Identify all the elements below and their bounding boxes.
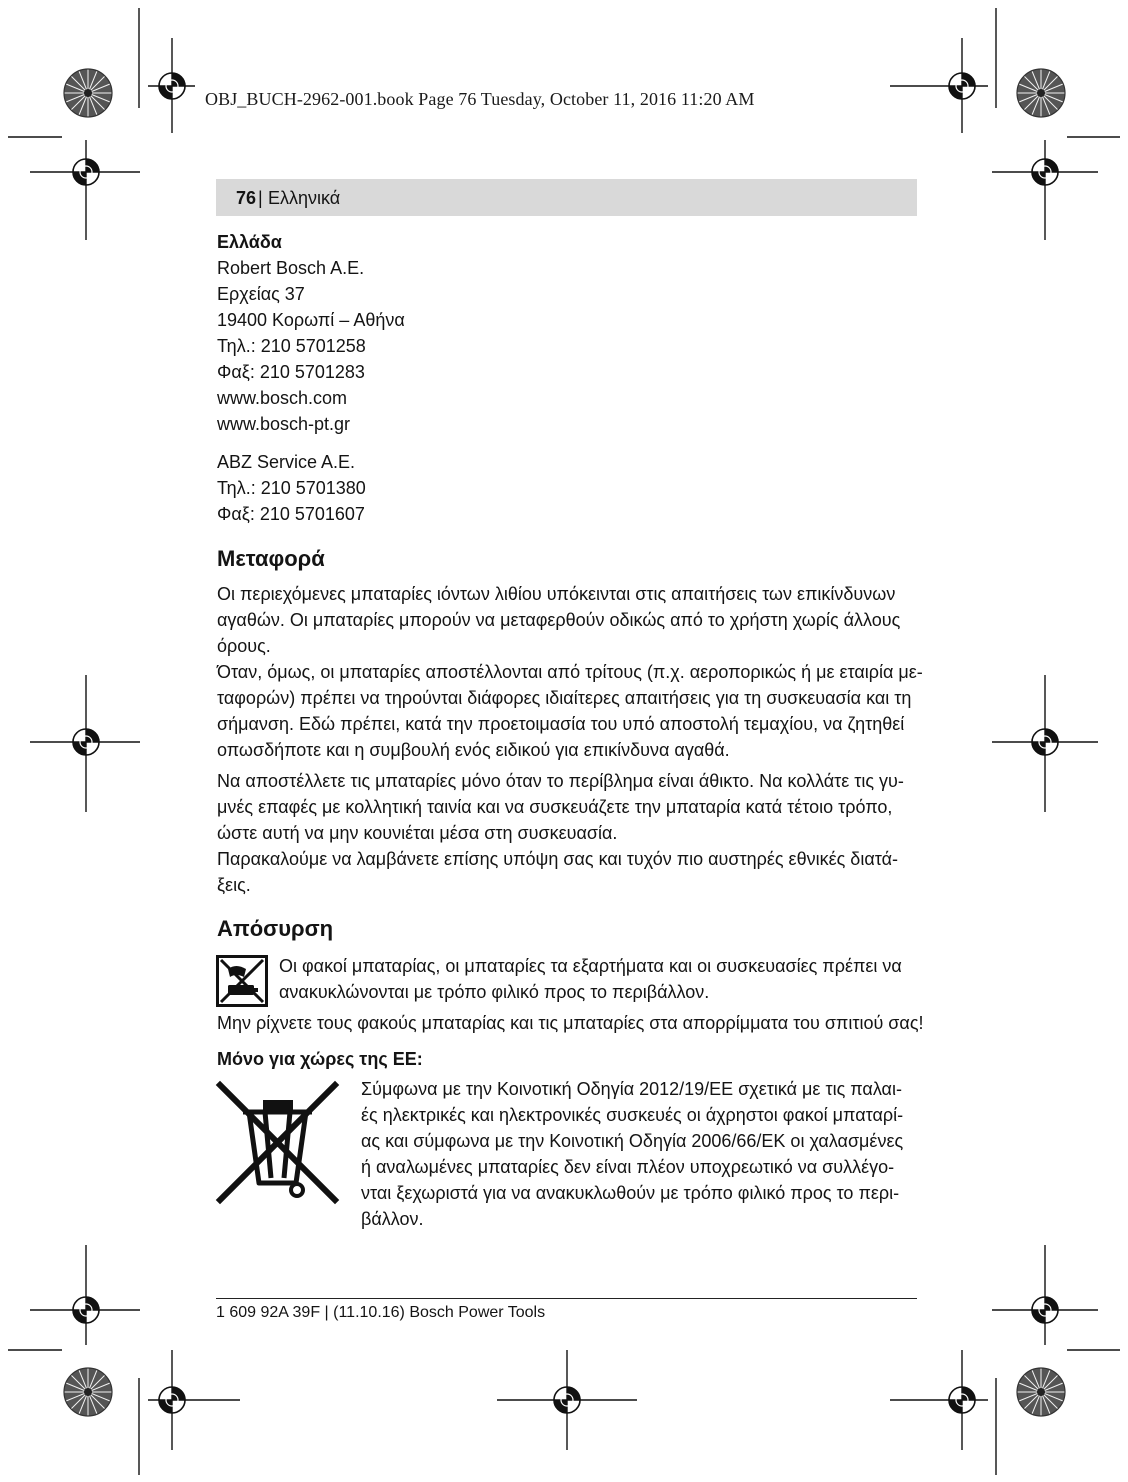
text-line: όρους. xyxy=(217,636,271,656)
registration-mark-bottom-right-icon xyxy=(949,1387,975,1413)
text-line: Όταν, όμως, οι μπαταρίες αποστέλλονται από τρίτους (π.χ. αεροπορικώς ή με εταιρία με- xyxy=(217,662,923,682)
registration-mark-bottom-center-icon xyxy=(554,1387,580,1413)
text-line: ας και σύμφωνα με την Κοινοτική Οδηγία 2006/66/ΕΚ οι χαλασμένες xyxy=(361,1131,904,1151)
registration-mark-left-lower-icon xyxy=(73,1297,99,1323)
address-line: Τηλ.: 210 5701258 xyxy=(217,336,366,356)
eu-heading-wrap xyxy=(217,1046,922,1072)
transport-paragraph-4 xyxy=(217,846,922,898)
address-line: Φαξ: 210 5701283 xyxy=(217,362,365,382)
address-line: 19400 Κορωπί – Αθήνα xyxy=(217,310,405,330)
disposal-heading: Απόσυρση xyxy=(217,916,334,941)
transport-heading-wrap xyxy=(217,544,922,574)
color-wheel-bottom-right-icon xyxy=(1017,1368,1065,1416)
text-line: οπωσδήποτε και η συμβουλή ενός ειδικού για επικίνδυνα αγαθά. xyxy=(217,740,730,760)
running-header xyxy=(216,179,917,216)
text-line: ανακυκλώνονται με τρόπο φιλικό προς το περιβάλλον. xyxy=(279,982,710,1002)
registration-mark-bottom-left-icon xyxy=(159,1387,185,1413)
service-line: ABZ Service A.E. xyxy=(217,452,356,472)
recycle-text xyxy=(279,953,919,1005)
registration-mark-right-middle-icon xyxy=(1032,729,1058,755)
eu-heading: Μόνο για χώρες της ΕΕ: xyxy=(217,1049,423,1069)
household-warning: Μην ρίχνετε τους φακούς μπαταρίας και τις μπαταρίες στα απορρίμματα του σπιτιού σας! xyxy=(217,1013,924,1033)
text-line: Οι περιεχόμενες μπαταρίες ιόντων λιθίου υπόκεινται στις απαιτήσεις των επικίνδυνων xyxy=(217,584,896,604)
address-line: www.bosch-pt.gr xyxy=(217,414,351,434)
header-separator: | xyxy=(258,188,263,208)
text-line: βάλλον. xyxy=(361,1209,424,1229)
text-line: Οι φακοί μπαταρίας, οι μπαταρίες τα εξαρτήματα και οι συσκευασίες πρέπει να xyxy=(279,956,902,976)
page-number: 76 xyxy=(236,188,257,208)
print-slug: OBJ_BUCH-2962-001.book Page 76 Tuesday, October 11, 2016 11:20 AM xyxy=(205,89,755,109)
household-warning-wrap xyxy=(217,1010,922,1036)
registration-mark-right-upper-icon xyxy=(1032,159,1058,185)
footer-text: 1 609 92A 39F | (11.10.16) Bosch Power Tools xyxy=(216,1304,546,1321)
service-block xyxy=(217,449,922,527)
registration-mark-left-middle-icon xyxy=(73,729,99,755)
crossed-out-wheelie-bin-icon xyxy=(215,1080,340,1205)
eu-text xyxy=(361,1076,921,1232)
text-line: σήμανση. Εδώ πρέπει, κατά την προετοιμασία του υπό αποστολή τεμαχίου, να ζητηθεί xyxy=(217,714,905,734)
color-wheel-bottom-left-icon xyxy=(64,1368,112,1416)
disposal-heading-wrap xyxy=(217,914,922,944)
registration-mark-top-left-icon xyxy=(159,73,185,99)
text-line: ταφορών) πρέπει να τηρούνται διάφορες ιδιαίτερες απαιτήσεις για τη συσκευασία και τη xyxy=(217,688,912,708)
address-line: www.bosch.com xyxy=(217,388,348,408)
transport-paragraph-3 xyxy=(217,768,922,846)
footer-rule xyxy=(216,1298,917,1299)
color-wheel-top-right-icon xyxy=(1017,69,1065,117)
transport-paragraph-2 xyxy=(217,659,922,763)
text-line: νται ξεχωριστά για να ανακυκλωθούν με τρόπο φιλικό προς το περι- xyxy=(361,1183,900,1203)
service-line: Φαξ: 210 5701607 xyxy=(217,504,365,524)
transport-heading: Μεταφορά xyxy=(217,546,325,571)
contact-heading: Ελλάδα xyxy=(217,232,282,252)
header-language: Ελληνικά xyxy=(268,188,341,208)
text-line: Παρακαλούμε να λαμβάνετε επίσης υπόψη σας και τυχόν πιο αυστηρές εθνικές διατά- xyxy=(217,849,898,869)
registration-mark-right-lower-icon xyxy=(1032,1297,1058,1323)
text-line: ή αναλωμένες μπαταρίες δεν είναι πλέον υποχρεωτικό να συλλέγο- xyxy=(361,1157,895,1177)
color-wheel-top-left-icon xyxy=(64,69,112,117)
text-line: Να αποστέλλετε τις μπαταρίες μόνο όταν το περίβλημα είναι άθικτο. Να κολλάτε τις γυ- xyxy=(217,771,904,791)
text-line: ώστε αυτή να μην κουνιέται μέσα στη συσκευασία. xyxy=(217,823,618,843)
text-line: μνές επαφές με κολλητική ταινία και να συσκευάζετε την μπαταρία κατά τέτοιο τρόπο, xyxy=(217,797,893,817)
registration-mark-top-right-icon xyxy=(949,73,975,99)
text-line: αγαθών. Οι μπαταρίες μπορούν να μεταφερθούν οδικώς από το χρήστη χωρίς άλλους xyxy=(217,610,901,630)
registration-mark-left-upper-icon xyxy=(73,159,99,185)
text-line: ές ηλεκτρικές και ηλεκτρονικές συσκευές οι άχρηστοι φακοί μπαταρί- xyxy=(361,1105,904,1125)
service-line: Τηλ.: 210 5701380 xyxy=(217,478,366,498)
address-line: Robert Bosch A.E. xyxy=(217,258,365,278)
address-line: Ερχείας 37 xyxy=(217,284,305,304)
text-line: Σύμφωνα με την Κοινοτική Οδηγία 2012/19/ΕΕ σχετικά με τις παλαι- xyxy=(361,1079,902,1099)
transport-paragraph-1 xyxy=(217,581,922,659)
contact-block xyxy=(217,229,922,437)
text-line: ξεις. xyxy=(217,875,251,895)
battery-no-household-waste-icon xyxy=(216,955,268,1007)
